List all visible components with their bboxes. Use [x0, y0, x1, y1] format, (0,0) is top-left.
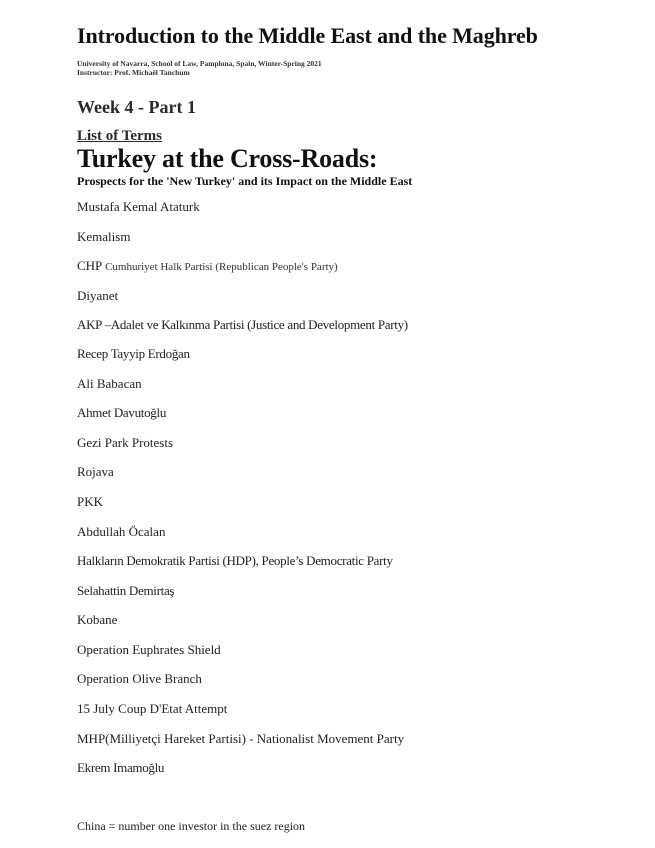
term-abbreviation: CHP — [77, 258, 102, 273]
term-item — [77, 258, 338, 274]
week-heading: Week 4 - Part 1 — [77, 97, 196, 117]
term-item: Kemalism — [77, 229, 131, 244]
term-item: Rojava — [77, 464, 114, 479]
term-item: AKP –Adalet ve Kalkınma Partisi (Justice and Development Party) — [77, 317, 408, 332]
topic-subtitle: Prospects for the 'New Turkey' and its Impact on the Middle East — [77, 174, 413, 188]
term-item: Gezi Park Protests — [77, 435, 174, 450]
term-item: Ahmet Davutoğlu — [77, 405, 167, 420]
footer-note: China = number one investor in the suez region — [77, 819, 306, 833]
instructor-line: Instructor: Prof. Michaël Tanchum — [77, 68, 190, 77]
document-title: Introduction to the Middle East and the Maghreb — [77, 23, 538, 48]
term-item: Halkların Demokratik Partisi (HDP), People’s Democratic Party — [77, 553, 393, 568]
term-item: Recep Tayyip Erdoğan — [77, 346, 190, 361]
term-item: Selahattin Demirtaş — [77, 583, 175, 598]
term-item: Ali Babacan — [77, 376, 142, 391]
term-item: PKK — [77, 494, 104, 509]
term-item: Operation Olive Branch — [77, 671, 202, 686]
term-item: Kobane — [77, 612, 118, 627]
term-item: MHP(Milliyetçi Hareket Partisi) - Nationalist Movement Party — [77, 731, 405, 746]
institution-line: University of Navarra, School of Law, Pamplona, Spain, Winter-Spring 2021 — [77, 59, 322, 68]
term-item: 15 July Coup D'Etat Attempt — [77, 701, 228, 716]
term-item: Mustafa Kemal Ataturk — [77, 199, 200, 214]
list-of-terms-heading: List of Terms — [77, 128, 163, 144]
term-item: Operation Euphrates Shield — [77, 642, 221, 657]
term-item: Ekrem Imamoğlu — [77, 760, 165, 775]
term-item: Abdullah Öcalan — [77, 524, 166, 539]
term-detail: Cumhuriyet Halk Partisi (Republican People's Party) — [105, 261, 338, 273]
term-item: Diyanet — [77, 288, 119, 303]
topic-title: Turkey at the Cross-Roads: — [77, 144, 378, 173]
